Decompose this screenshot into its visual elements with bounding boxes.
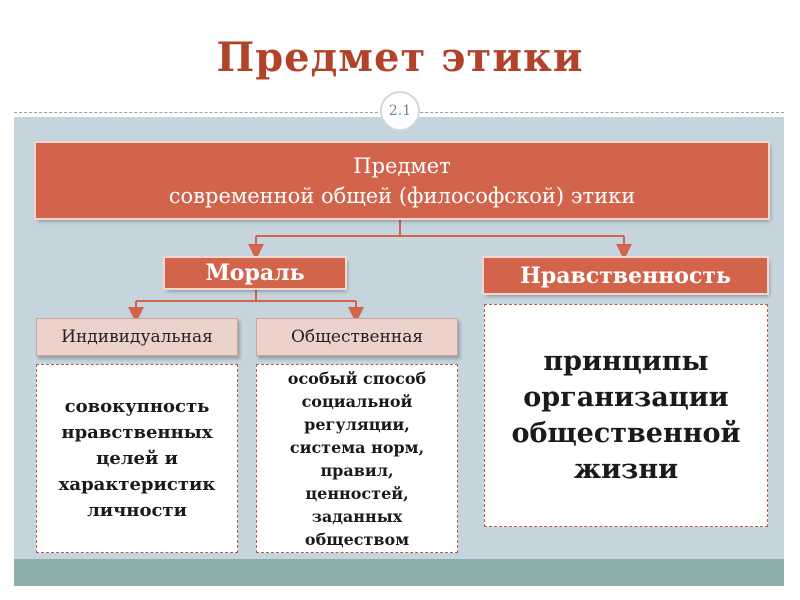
ethics-box: Нравственность: [484, 258, 767, 293]
slide-title: Предмет этики: [216, 34, 584, 81]
individual-description: совокупность нравственных целей и характеристик личности: [36, 364, 238, 553]
root-box-line2: современной общей (философской) этики: [168, 183, 636, 208]
slide-number-badge: 2.1: [380, 91, 420, 131]
individual-box: Индивидуальная: [36, 318, 238, 356]
root-box-line1: Предмет: [353, 153, 451, 178]
ethics-description: принципы организации общественной жизни: [484, 304, 768, 527]
social-description: особый способ социальной регуляции, система норм, правил, ценностей, заданных обществом: [256, 364, 458, 553]
social-box: Общественная: [256, 318, 458, 356]
root-box: [36, 143, 768, 218]
morality-box: Мораль: [165, 258, 345, 288]
